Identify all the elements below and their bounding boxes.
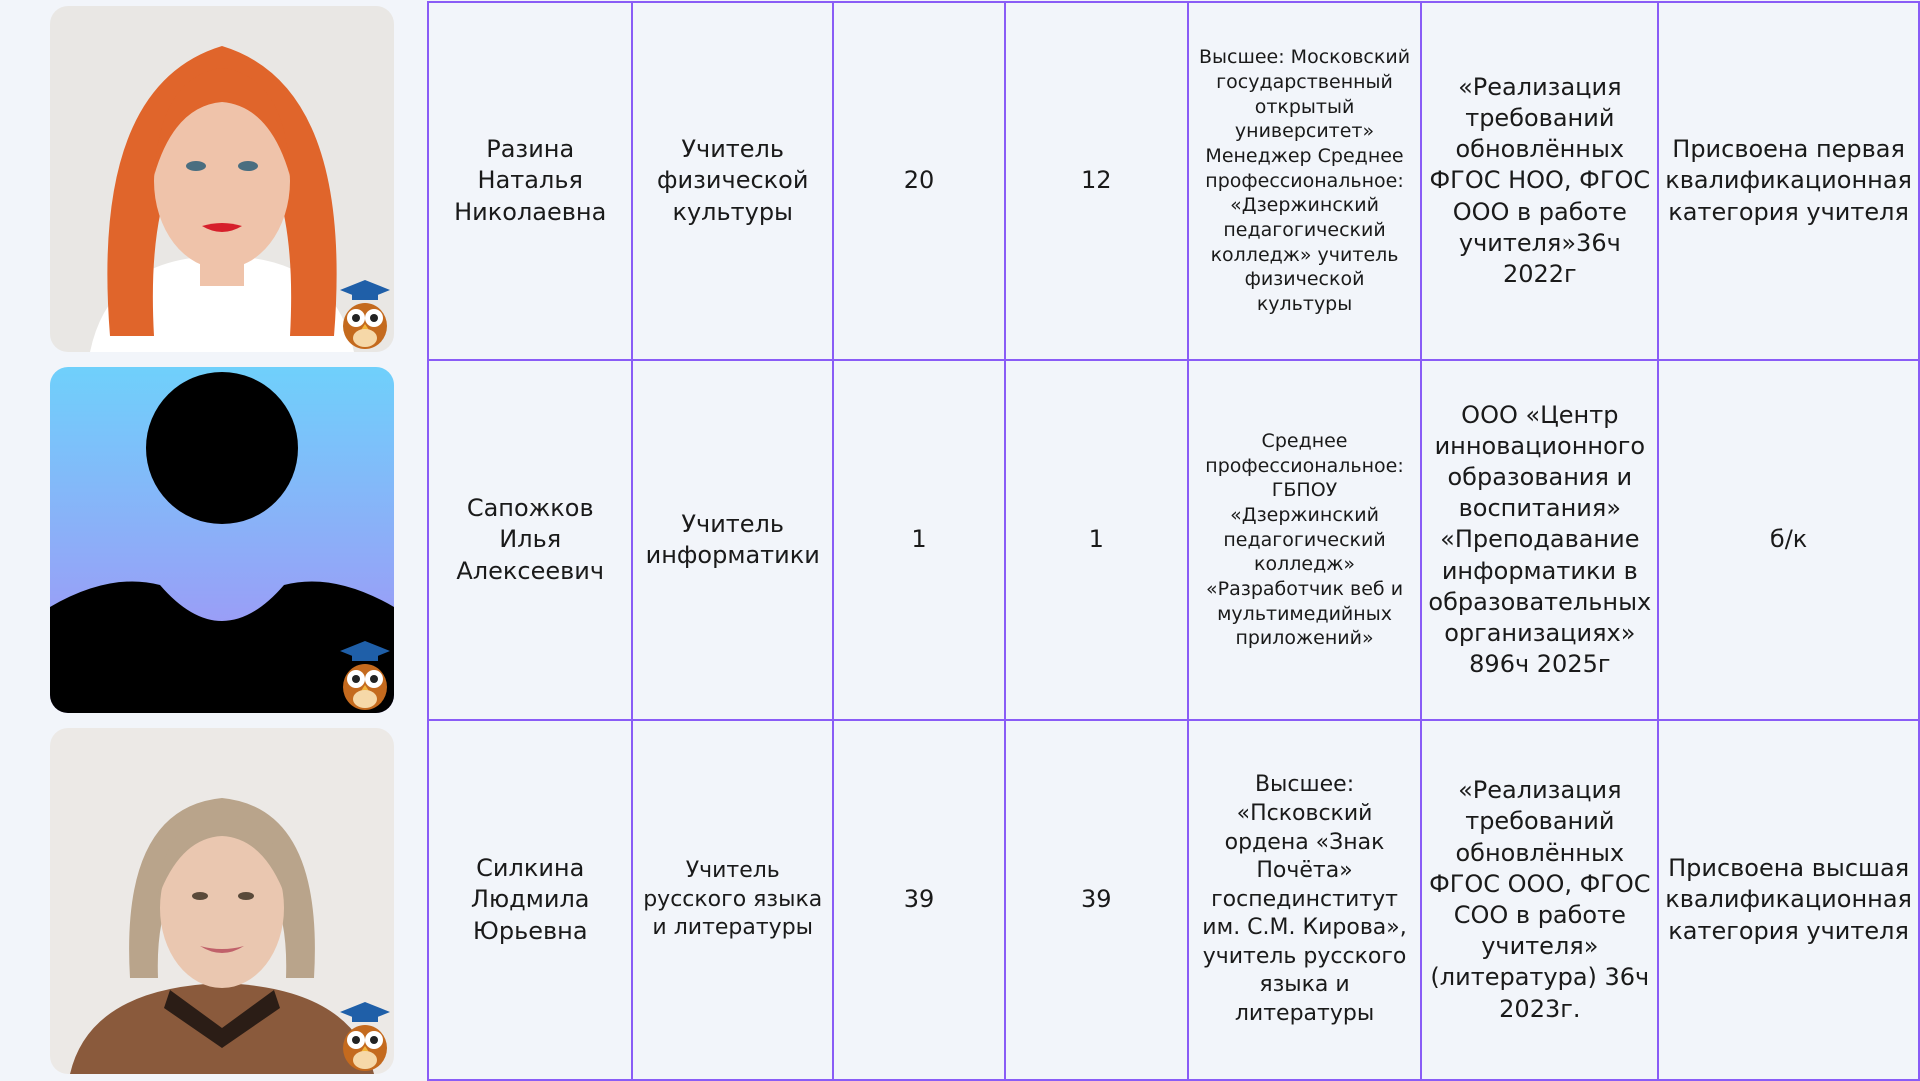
teacher-name: Сапожков Илья Алексеевич <box>428 360 632 720</box>
teachers-table <box>427 1 1920 1081</box>
qualification: Присвоена высшая квалификационная категория учителя <box>1658 720 1919 1080</box>
table-row <box>428 360 1919 720</box>
total-experience: 39 <box>833 720 1005 1080</box>
courses: «Реализация требований обновлённых ФГОС ООО, ФГОС СОО в работе учителя» (литература) 36ч 2023г. <box>1421 720 1658 1080</box>
teacher-position: Учитель русского языка и литературы <box>632 720 833 1080</box>
qualification: б/к <box>1658 360 1919 720</box>
teaching-experience: 12 <box>1005 2 1188 360</box>
teacher-photo-sapozhkov <box>50 367 394 713</box>
owl-badge-icon <box>338 1000 392 1072</box>
qualification: Присвоена первая квалификационная категория учителя <box>1658 2 1919 360</box>
education: Среднее профессиональное: ГБПОУ «Дзержинский педагогический колледж» «Разработчик веб и мультимедийных приложений» <box>1188 360 1422 720</box>
education: Высшее: Московский государственный открытый университет» Менеджер Среднее профессиональное: «Дзержинский педагогический колледж» учитель физической культуры <box>1188 2 1422 360</box>
total-experience: 20 <box>833 2 1005 360</box>
table-row <box>428 2 1919 360</box>
teacher-position: Учитель информатики <box>632 360 833 720</box>
teacher-position: Учитель физической культуры <box>632 2 833 360</box>
courses: «Реализация требований обновлённых ФГОС НОО, ФГОС ООО в работе учителя»36ч 2022г <box>1421 2 1658 360</box>
education: Высшее: «Псковский ордена «Знак Почёта» госпединститут им. С.М. Кирова», учитель русского языка и литературы <box>1188 720 1422 1080</box>
table-row <box>428 720 1919 1080</box>
teacher-photo-silkina <box>50 728 394 1074</box>
teaching-experience: 39 <box>1005 720 1188 1080</box>
owl-badge-icon <box>338 278 392 350</box>
teacher-name: Силкина Людмила Юрьевна <box>428 720 632 1080</box>
owl-badge-icon <box>338 639 392 711</box>
courses: ООО «Центр инновационного образования и воспитания» «Преподавание информатики в образовательных организациях» 896ч 2025г <box>1421 360 1658 720</box>
teacher-name: Разина Наталья Николаевна <box>428 2 632 360</box>
teacher-photo-razina <box>50 6 394 352</box>
total-experience: 1 <box>833 360 1005 720</box>
teaching-experience: 1 <box>1005 360 1188 720</box>
